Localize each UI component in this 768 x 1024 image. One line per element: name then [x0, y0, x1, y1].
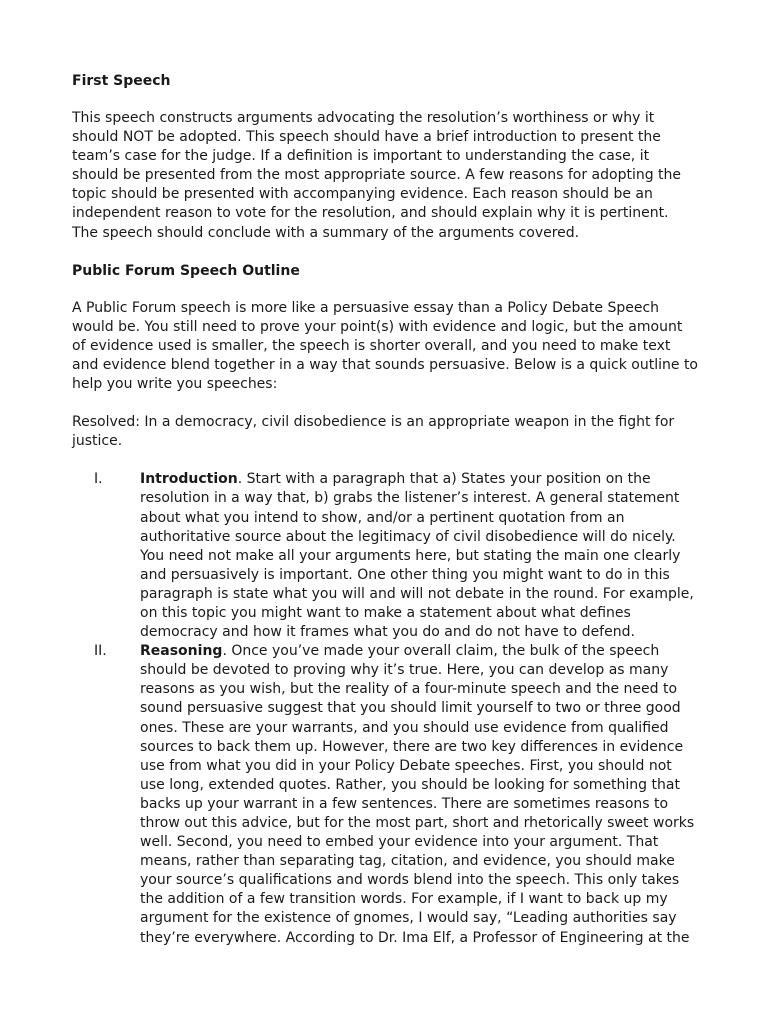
public-forum-paragraph: A Public Forum speech is more like a persuasive essay than a Policy Debate Speech would be. You still need to prove your point(s) with evidence and logic, but the amount of evidence used is smaller, the speech is shorter overall, and you need to make text and evidence blend together in a way that sounds persuasive. Below is a quick outline to help you write you speeches: [72, 299, 698, 393]
outline-text: . Start with a paragraph that a) States your position on the resolution in a way that, b) grabs the listener’s interest. A general statement about what you intend to show, and/or a pertinent quotation from an authoritative source about the legitimacy of civil disobedience will do nicely. You need not make all your arguments here, but stating the main one clearly and persuasively is important. One other thing you might want to do in this paragraph is state what you will and will not debate in the round. For example, on this topic you might want to make a statement about what defines democracy and how it frames what you do and do not have to defend. [140, 471, 694, 641]
outline-numeral: II. [94, 643, 107, 660]
first-speech-paragraph: This speech constructs arguments advocating the resolution’s worthiness or why it should NOT be adopted. This speech should have a brief introduction to present the team’s case for the judge. If a definition is important to understanding the case, it should be presented from the most appropriate source. A few reasons for adopting the topic should be presented with accompanying evidence. Each reason should be an independent reason to vote for the resolution, and should explain why it is pertinent. The speech should conclude with a summary of the arguments covered. [72, 110, 682, 241]
outline-term: Introduction [140, 471, 238, 488]
outline-term: Reasoning [140, 643, 223, 660]
outline-text: . Once you’ve made your overall claim, the bulk of the speech should be devoted to proving why it’s true. Here, you can develop as many reasons as you wish, but the reality of a four-minute speech and the need to sound persuasive suggest that you should limit yourself to two or three good ones. These are your warrants, and you should use evidence from qualified sources to back them up. However, there are two key differences in evidence use from what you did in your Policy Debate speeches. First, you should not use long, extended quotes. Rather, you should be looking for something that backs up your warrant in a few sentences. There are sometimes reasons to throw out this advice, but for the most part, short and rhetorically sweet works well. Second, you need to embed your evidence into your argument. That means, rather than separating tag, citation, and evidence, you should make your source’s qualifications and words blend into the speech. This only takes the addition of a few transition words. For example, if I want to back up my argument for the existence of gnomes, I would say, “Leading authorities say they’re everywhere. According to Dr. Ima Elf, a Professor of Engineering at the [140, 643, 695, 946]
resolution-statement: Resolved: In a democracy, civil disobedience is an appropriate weapon in the fight for justice. [72, 414, 675, 450]
outline-item-reasoning [72, 642, 698, 948]
section-heading-public-forum-outline: Public Forum Speech Outline [72, 262, 300, 279]
outline-list [72, 470, 698, 947]
outline-item-introduction [72, 470, 698, 642]
section-heading-first-speech: First Speech [72, 73, 171, 89]
document-page [72, 72, 698, 948]
outline-numeral: I. [94, 471, 103, 488]
